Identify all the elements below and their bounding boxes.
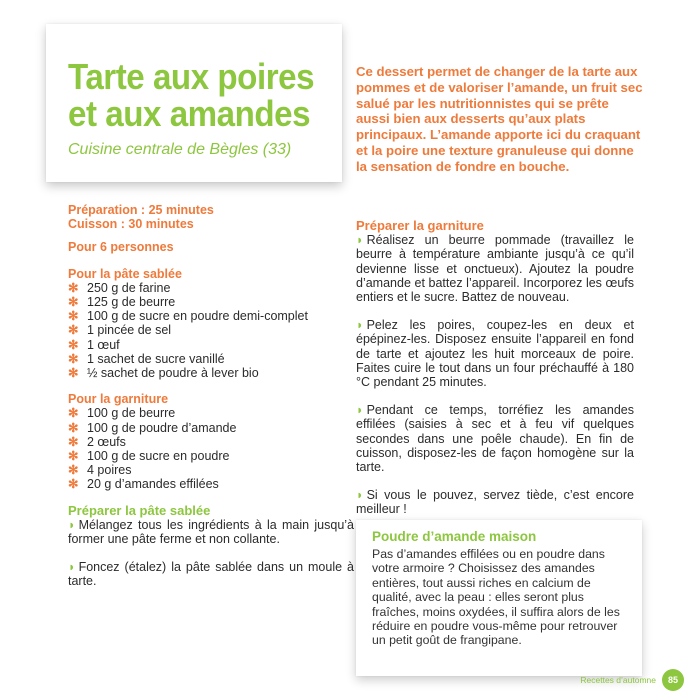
bullet-star-icon: ✻ [68,434,79,449]
garniture-step-3: ◗ Pendant ce temps, torréfiez les amandes effilées (saisies à sec et à feu vif quelques secondes dans une poêle chaude). En fin de cuisson, disposez-les de façon homogène sur la tarte. [356,403,634,475]
right-column [356,219,634,517]
garniture-steps-heading: Préparer la garniture [356,218,484,233]
pate-step-2: ◗ Foncez (étalez) la pâte sablée dans un moule à tarte. [68,560,354,589]
garniture-step-2: ◗ Pelez les poires, coupez-les en deux et épépinez-les. Disposez ensuite l’appareil en fond de tarte et ajoutez les huit morceaux de poire. Faites cuire le tout dans un four préchauffé à 180 °C pendant 25 minutes. [356,318,634,390]
list-item: ✻ 250 g de farine [68,280,171,295]
bullet-star-icon: ✻ [68,366,79,381]
cook-time: Cuisson : 30 minutes [68,217,194,232]
bullet-star-icon: ✻ [68,295,79,310]
pate-step-1: ◗ Mélangez tous les ingrédients à la main jusqu’à former une pâte ferme et non collante. [68,517,354,547]
step-arrow-icon: ◗ [356,318,364,333]
list-item: ✻ 20 g d’amandes effilées [68,477,219,492]
list-item: ✻ 100 g de sucre en poudre demi-complet [68,309,308,324]
tip-title: Poudre d’amande maison [372,529,537,544]
servings: Pour 6 personnes [68,240,174,255]
bullet-star-icon: ✻ [68,351,79,366]
left-column [68,203,354,589]
page-number: 85 [662,669,684,691]
bullet-star-icon: ✻ [68,477,79,492]
list-item: ✻ 1 sachet de sucre vanillé [68,351,225,366]
title-card [46,24,342,182]
garniture-ingredients-heading: Pour la garniture [68,392,169,407]
step-arrow-icon: ◗ [68,517,76,532]
bullet-star-icon: ✻ [68,280,79,295]
recipe-title [68,56,315,134]
title-line-1: Tarte aux poires [68,56,315,97]
pate-ingredients-list [68,281,354,380]
recipe-source: Cuisine centrale de Bègles (33) [68,141,292,158]
page-footer [580,669,684,691]
list-item: ✻ 1 pincée de sel [68,323,172,338]
garniture-step-1: ◗ Réalisez un beurre pommade (travaillez le beurre à température ambiante jusqu’à ce qu’il devienne lisse et onctueux). Ajoutez la poudre d’amande et battez l’appareil. Incorporez les œufs entiers et le sucre. Battez de nouveau. [356,233,634,305]
tip-card [356,520,642,676]
list-item: ✻ 100 g de sucre en poudre [68,449,230,464]
step-arrow-icon: ◗ [356,233,364,248]
bullet-star-icon: ✻ [68,323,79,338]
bullet-star-icon: ✻ [68,309,79,324]
pate-ingredients-heading: Pour la pâte sablée [68,266,182,281]
garniture-ingredients-list [68,406,354,491]
step-arrow-icon: ◗ [68,560,76,575]
bullet-star-icon: ✻ [68,420,79,435]
bullet-star-icon: ✻ [68,449,79,464]
list-item: ✻ 100 g de poudre d’amande [68,420,237,435]
tip-text: Pas d’amandes effilées ou en poudre dans votre armoire ? Choisissez des amandes entières, tout aussi riches en calcium de qualité, avec la peau : elles seront plus fraîches, moins oxydées, il suffira alors de les réduire en poudre vous-même pour retrouver un petit goût de frangipane. [372,547,620,648]
list-item: ✻ 125 g de beurre [68,295,176,310]
list-item: ✻ 4 poires [68,463,132,478]
list-item: ✻ ½ sachet de poudre à lever bio [68,366,259,381]
title-line-2: et aux amandes [68,93,311,134]
prep-time: Préparation : 25 minutes [68,203,214,217]
list-item: ✻ 1 œuf [68,337,120,352]
pate-steps-heading: Préparer la pâte sablée [68,502,211,518]
bullet-star-icon: ✻ [68,463,79,478]
step-arrow-icon: ◗ [356,488,364,503]
step-arrow-icon: ◗ [356,403,364,418]
list-item: ✻ 2 œufs [68,434,126,449]
bullet-star-icon: ✻ [68,406,79,421]
intro-text: Ce dessert permet de changer de la tarte aux pommes et de valoriser l’amande, un fruit sec salué par les nutritionnistes qui se prête aussi bien aux desserts qu’aux plats principaux. L’amande apporte ici du craquant et la poire une texture granuleuse qui donne la sensation de fondre en bouche. [356,64,643,174]
bullet-star-icon: ✻ [68,337,79,352]
list-item: ✻ 100 g de beurre [68,406,176,421]
footer-section-label: Recettes d’automne [580,675,656,685]
garniture-step-4: ◗ Si vous le pouvez, servez tiède, c’est encore meilleur ! [356,488,634,517]
